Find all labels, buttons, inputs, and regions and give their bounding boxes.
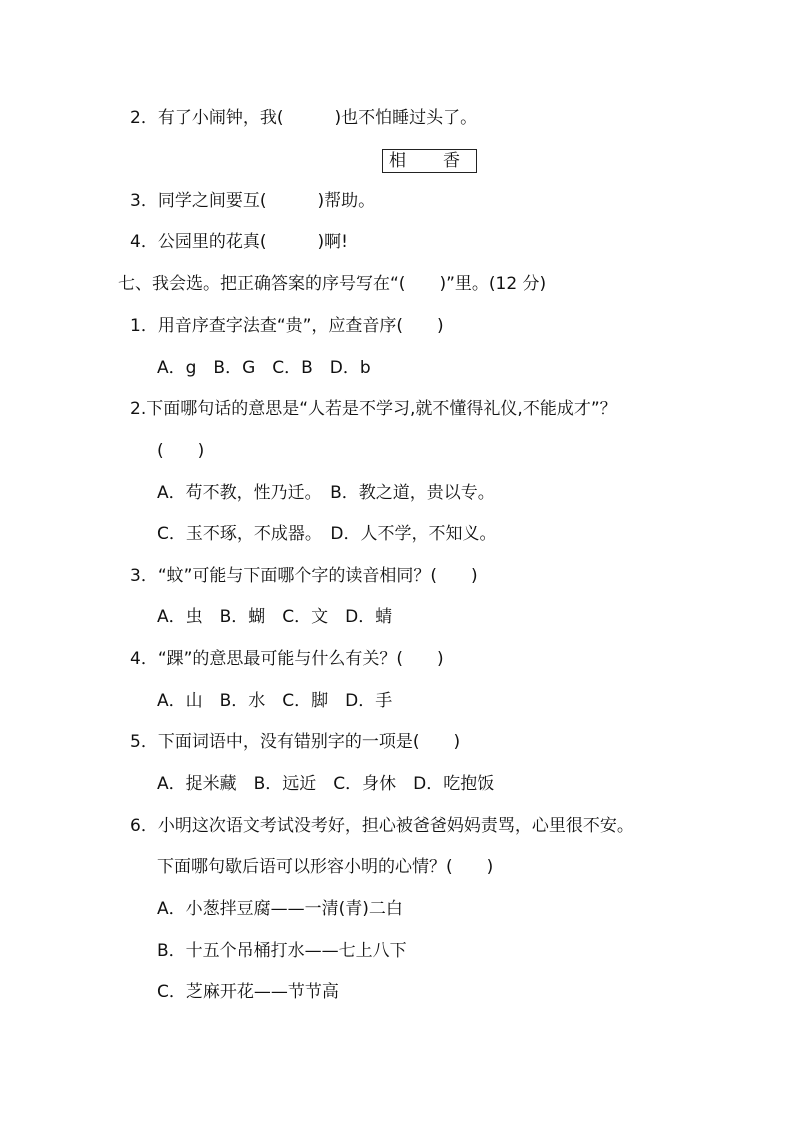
question-7-2-answer-blank: ( ): [157, 441, 205, 461]
question-7-2: 2.下面哪句话的意思是“人若是不学习,就不懂得礼仪,不能成才”？: [130, 399, 617, 419]
question-7-2-options-ab: A．苟不教，性乃迁。 B．教之道，贵以专。: [157, 483, 495, 503]
question-6-4: 4．公园里的花真( )啊!: [130, 232, 348, 252]
question-7-5: 5．下面词语中，没有错别字的一项是( ): [130, 732, 461, 752]
question-7-6-option-c: C．芝麻开花——节节高: [157, 982, 339, 1002]
question-6-3: 3．同学之间要互( )帮助。: [130, 191, 376, 211]
question-7-6-option-b: B．十五个吊桶打水——七上八下: [157, 941, 407, 961]
question-7-3: 3．“蚊”可能与下面哪个字的读音相同？( ): [130, 566, 478, 586]
character-choice-box: 相 香: [382, 149, 477, 173]
question-6-2: 2．有了小闹钟，我( )也不怕睡过头了。: [130, 108, 478, 128]
question-7-5-options: A．捉米藏 B．远近 C．身休 D．吃抱饭: [157, 774, 495, 794]
section-7-heading: 七、我会选。把正确答案的序号写在“( )”里。(12 分): [118, 274, 547, 294]
question-7-1: 1．用音序查字法查“贵”，应查音序( ): [130, 316, 444, 336]
question-7-1-options: A．g B．G C．B D．b: [157, 358, 371, 378]
question-7-4: 4．“踝”的意思最可能与什么有关？( ): [130, 649, 444, 669]
question-7-2-options-cd: C．玉不琢，不成器。 D．人不学，不知义。: [157, 524, 497, 544]
question-7-4-options: A．山 B．水 C．脚 D．手: [157, 691, 393, 711]
question-7-3-options: A．虫 B．蝴 C．文 D．蜻: [157, 607, 393, 627]
question-7-6-option-a: A．小葱拌豆腐——一清(青)二白: [157, 899, 403, 919]
question-7-6: 6．小明这次语文考试没考好，担心被爸爸妈妈责骂，心里很不安。: [130, 816, 634, 836]
question-7-6-continued: 下面哪句歇后语可以形容小明的心情？( ): [157, 857, 494, 877]
